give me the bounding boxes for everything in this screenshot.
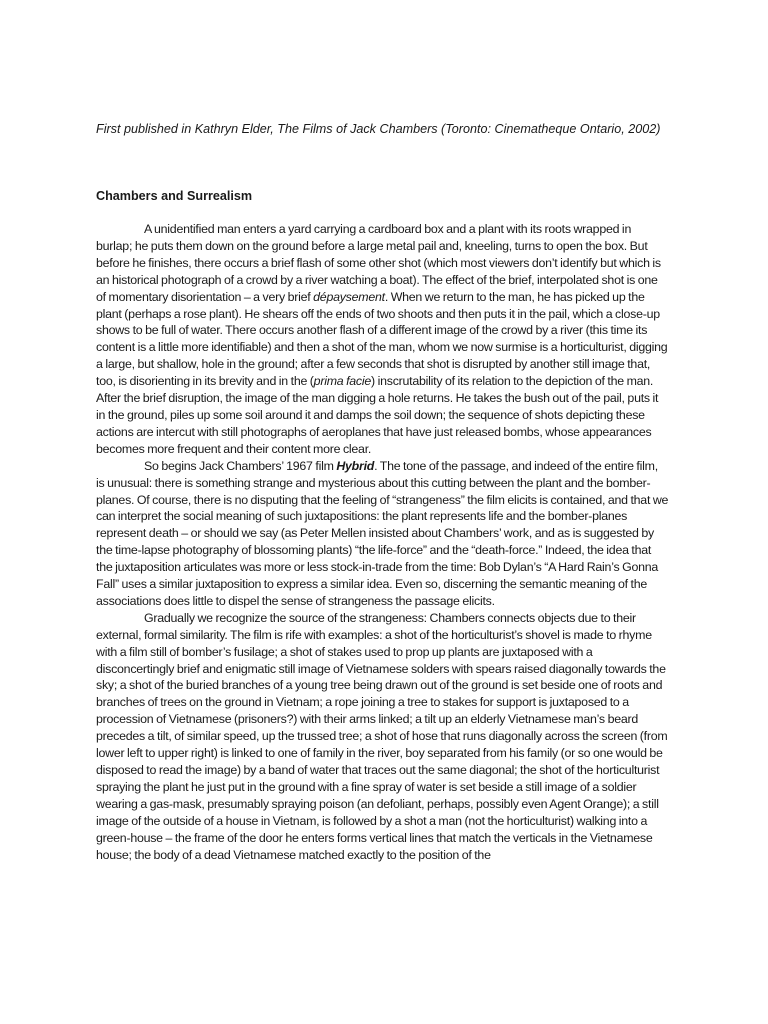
- paragraph-1-text-a: A unidentified man enters a yard carrying a cardboard box and a plant with its roots wrapped in burlap; he puts them down on the ground before a large metal pail and, kneeling, turns to open the box. But before he finishes, there occurs a brief flash of some other shot (which most viewers don’t identify but which is an historical photograph of a crowd by a river watching a boat). The effect of the brief, interpolated shot is one of momentary disorientation – a very brief: [96, 222, 661, 304]
- citation-note: First published in Kathryn Elder, The Films of Jack Chambers (Toronto: Cinematheque Ontario, 2002): [96, 122, 661, 136]
- paragraph-1-italic-a: dépaysement: [313, 289, 385, 304]
- section-heading: Chambers and Surrealism: [96, 189, 253, 203]
- paragraph-2: [96, 458, 669, 610]
- document-content: [96, 120, 669, 862]
- paragraph-1: [96, 221, 669, 458]
- body-text: [96, 221, 669, 863]
- paragraph-2-film-title: Hybrid: [336, 458, 375, 473]
- paragraph-2-text-a: So begins Jack Chambers’ 1967 film: [144, 458, 337, 473]
- paragraph-3-text-a: Gradually we recognize the source of the strangeness: Chambers connects objects due to their external, formal similarity. The film is rife with examples: a shot of the horticulturist’s shovel is made to rhyme with a film still of bomber’s fusilage; a shot of stakes used to prop up plants are juxtaposed with a disconcertingly brief and enigmatic still image of Vietnamese solders with spears raised diagonally towards the sky; a shot of the buried branches of a young tree being drawn out of the ground is set beside one of roots and branches of trees on the ground in Vietnam; a rope joining a tree to stakes for support is juxtaposed to a procession of Vietnamese (prisoners?) with their arms linked; a tilt up an elderly Vietnamese man’s beard precedes a tilt, of similar speed, up the trussed tree; a shot of hose that runs diagonally across the screen (from lower left to upper right) is linked to one of family in the river, boy separated from his family (or so one would be disposed to read the image) by a band of water that traces out the same diagonal; the shot of the horticulturist spraying the plant he just put in the ground with a fine spray of water is set beside a still image of a soldier wearing a gas-mask, presumably spraying poison (an defoliant, perhaps, possibly even Agent Orange); a still image of the outside of a house in Vietnam, is followed by a shot a man (not the horticulturist) walking into a green-house – the frame of the door he enters forms vertical lines that match the verticals in the Vietnamese house; the body of a dead Vietnamese matched exactly to the position of the: [96, 610, 668, 862]
- paragraph-1-text-b: . When we return to the man, he has picked up the plant (perhaps a rose plant). He shears off the ends of two shoots and then puts it in the pail, which a close-up shows to be full of water. There occurs another flash of a different image of the crowd by a river (this time its content is a little more identifiable) and then a shot of the man, whom we now surmise is a horticulturist, digging a large, but shallow, hole in the ground; after a few seconds that shot is disrupted by another still image that, too, is disorienting in its brevity and in the (: [96, 289, 668, 389]
- paragraph-3: [96, 610, 669, 864]
- paragraph-2-text-b: . The tone of the passage, and indeed of the entire film, is unusual: there is something strange and mysterious about this cutting between the plant and the bomber-planes. Of course, there is no disputing that the feeling of “strangeness” the film elicits is contained, and that we can interpret the social meaning of such juxtapositions: the plant represents life and the bomber-planes represent death – or should we say (as Peter Mellen insisted about Chambers’ work, and as is suggested by the time-lapse photography of blossoming plants) “the life-force” and the “death-force.” Indeed, the idea that the juxtaposition articulates was more or less stock-in-trade from the time: Bob Dylan’s “A Hard Rain’s Gonna Fall” uses a similar juxtaposition to express a similar idea. Even so, discerning the semantic meaning of the associations does little to dispel the sense of strangeness the passage elicits.: [96, 458, 669, 608]
- paragraph-1-text-c: ) inscrutability of its relation to the depiction of the man. After the brief disruption, the image of the man digging a hole returns. He takes the bush out of the pail, puts it in the ground, piles up some soil around it and damps the soil down; the sequence of shots depicting these actions are intercut with still photographs of aeroplanes that have just released bombs, whose appearances becomes more frequent and their content more clear.: [96, 374, 659, 456]
- paragraph-1-italic-b: prima facie: [313, 374, 372, 389]
